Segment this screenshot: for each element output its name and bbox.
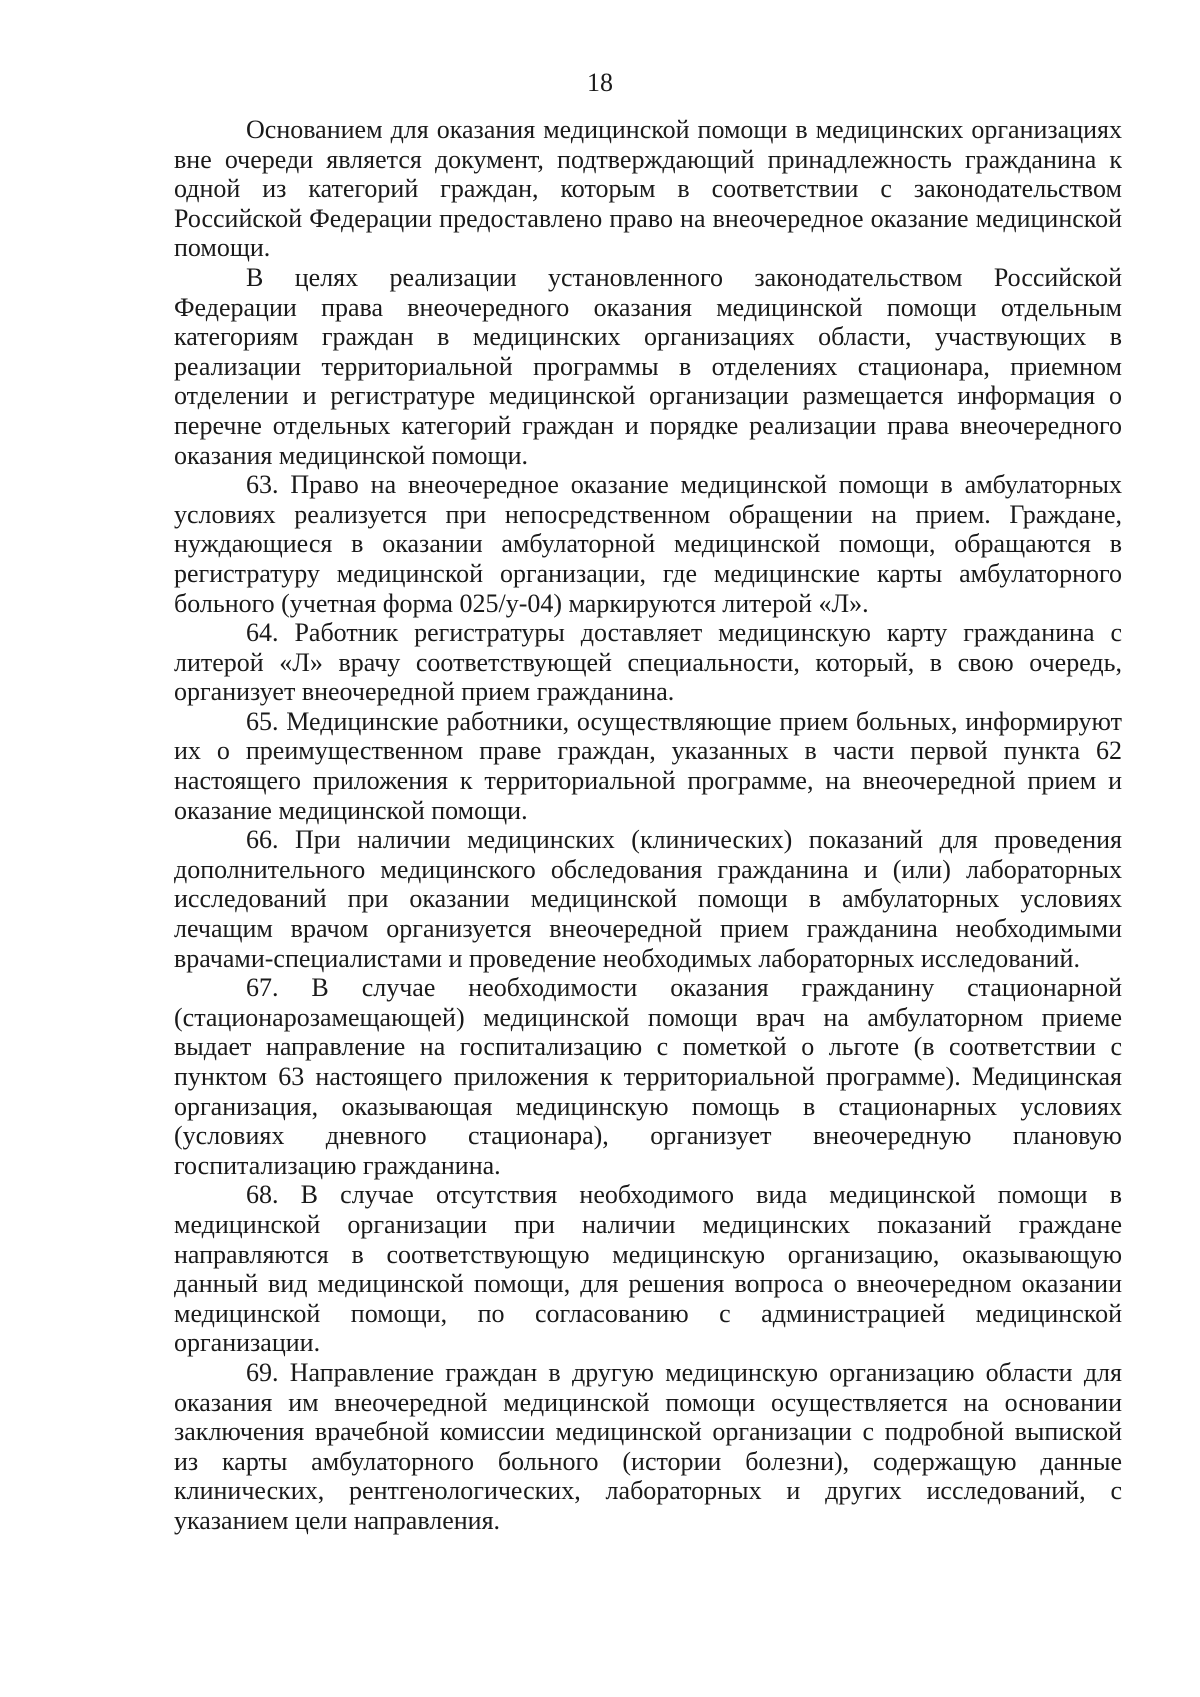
paragraph-item-65: 65. Медицинские работники, осуществляющие прием больных, информируют их о преимущественном праве граждан, указанных в части первой пункта 62 настоящего приложения к территориальной программе, на внеочередной прием и оказание медицинской помощи. [174, 706, 1122, 825]
paragraph-item-64: 64. Работник регистратуры доставляет медицинскую карту гражданина с литерой «Л» врачу соответствующей специальности, который, в свою очередь, организует внеочередной прием гражданина. [174, 618, 1122, 707]
paragraph-item-63: 63. Право на внеочередное оказание медицинской помощи в амбулаторных условиях реализуется при непосредственном обращении на прием. Граждане, нуждающиеся в оказании амбулаторной медицинской помощи, обращаются в регистратуру медицинской организации, где медицинские карты амбулаторного больного (учетная форма 025/у-04) маркируются литерой «Л». [174, 470, 1122, 618]
paragraph-information-placement: В целях реализации установленного законодательством Российской Федерации права внеочередного оказания медицинской помощи отдельным категориям граждан в медицинских организациях области, участвующих в реализации территориальной программы в отделениях стационара, приемном отделении и регистратуре медицинской организации размещается информация о перечне отдельных категорий граждан и порядке реализации права внеочередного оказания медицинской помощи. [174, 262, 1122, 470]
paragraph-item-66: 66. При наличии медицинских (клинических) показаний для проведения дополнительного медицинского обследования гражданина и (или) лабораторных исследований при оказании медицинской помощи в амбулаторных условиях лечащим врачом организуется внеочередной прием гражданина необходимыми врачами-специалистами и проведение необходимых лабораторных исследований. [174, 825, 1122, 973]
page-number: 18 [587, 68, 613, 97]
paragraph-item-69: 69. Направление граждан в другую медицинскую организацию области для оказания им внеочередной медицинской помощи осуществляется на основании заключения врачебной комиссии медицинской организации с подробной выпиской из карты амбулаторного больного (истории болезни), содержащую данные клинических, рентгенологических, лабораторных и других исследований, с указанием цели направления. [174, 1357, 1122, 1535]
body-text [174, 115, 1122, 1536]
paragraph-item-68: 68. В случае отсутствия необходимого вида медицинской помощи в медицинской организации при наличии медицинских показаний граждане направляются в соответствующую медицинскую организацию, оказывающую данный вид медицинской помощи, для решения вопроса о внеочередном оказании медицинской помощи, по согласованию с администрацией медицинской организации. [174, 1180, 1122, 1358]
paragraph-priority-basis: Основанием для оказания медицинской помощи в медицинских организациях вне очереди является документ, подтверждающий принадлежность гражданина к одной из категорий граждан, которым в соответствии с законодательством Российской Федерации предоставлено право на внеочередное оказание медицинской помощи. [174, 115, 1122, 263]
paragraph-item-67: 67. В случае необходимости оказания гражданину стационарной (стационарозамещающей) медицинской помощи врач на амбулаторном приеме выдает направление на госпитализацию с пометкой о льготе (в соответствии с пунктом 63 настоящего приложения к территориальной программе). Медицинская организация, оказывающая медицинскую помощь в стационарных условиях (условиях дневного стационара), организует внеочередную плановую госпитализацию гражданина. [174, 973, 1122, 1180]
